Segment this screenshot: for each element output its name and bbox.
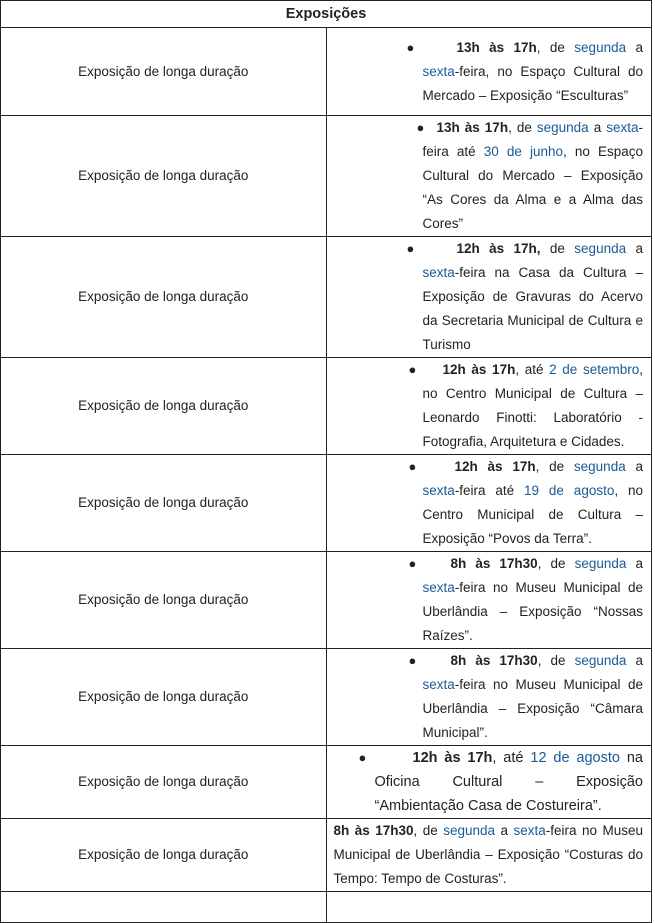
day-link[interactable]: segunda <box>536 120 589 135</box>
row-label: Exposição de longa duração <box>1 455 327 552</box>
day-link[interactable]: sexta <box>422 580 455 595</box>
bullet-icon: ● <box>406 241 415 256</box>
empty-cell <box>1 892 327 923</box>
row-label: Exposição de longa duração <box>1 746 327 819</box>
row-description: ● 8h às 17h30, de segunda a sexta-feira no Museu Municipal de Uberlândia – Exposição “Câmara Municipal”. <box>326 649 652 746</box>
bullet-icon: ● <box>406 39 415 55</box>
row-label: Exposição de longa duração <box>1 819 327 892</box>
time-range: 13h às 17h <box>436 120 509 135</box>
day-link[interactable]: segunda <box>573 459 626 474</box>
date-link[interactable]: 2 de setembro <box>549 362 640 377</box>
date-link[interactable]: 30 de junho <box>483 144 563 159</box>
day-link[interactable]: sexta <box>606 120 639 135</box>
time-range: 13h às 17h <box>456 39 537 55</box>
time-range: 12h às 17h <box>454 459 536 474</box>
row-label: Exposição de longa duração <box>1 28 327 116</box>
day-link[interactable]: segunda <box>443 823 496 838</box>
row-description: ● 12h às 17h, até 2 de setembro, no Centro Municipal de Cultura – Leonardo Finotti: Laboratório - Fotografia, Arquitetura e Cidades. <box>326 358 652 455</box>
day-link[interactable]: segunda <box>574 653 627 668</box>
date-link[interactable]: 19 de agosto <box>524 483 615 498</box>
bullet-icon: ● <box>416 120 425 135</box>
row-label: Exposição de longa duração <box>1 358 327 455</box>
day-link[interactable]: sexta <box>422 483 455 498</box>
date-link[interactable]: 12 de agosto <box>530 750 620 766</box>
day-link[interactable]: segunda <box>574 241 627 256</box>
table-header: Exposições <box>1 1 652 28</box>
bullet-icon: ● <box>408 653 417 668</box>
day-link[interactable]: segunda <box>574 39 627 55</box>
row-description: ● 13h às 17h, de segunda a sexta-feira até 30 de junho, no Espaço Cultural do Mercado – Exposição “As Cores da Alma e a Alma das Cores” <box>326 116 652 237</box>
row-description: ● 12h às 17h, de segunda a sexta-feira até 19 de agosto, no Centro Municipal de Cultura – Exposição “Povos da Terra”. <box>326 455 652 552</box>
time-range: 12h às 17h <box>442 362 516 377</box>
day-link[interactable]: sexta <box>422 265 455 280</box>
bullet-icon: ● <box>408 556 417 571</box>
bullet-icon: ● <box>408 459 417 474</box>
day-link[interactable]: sexta <box>422 63 455 79</box>
bullet-icon: ● <box>408 362 417 377</box>
day-link[interactable]: sexta <box>513 823 546 838</box>
row-description: ● 13h às 17h, de segunda a sexta-feira, no Espaço Cultural do Mercado – Exposição “Esculturas” <box>326 28 652 116</box>
row-description: ● 12h às 17h, de segunda a sexta-feira na Casa da Cultura – Exposição de Gravuras do Acervo da Secretaria Municipal de Cultura e Turismo <box>326 237 652 358</box>
time-range: 12h às 17h, <box>456 241 541 256</box>
row-description: ● 12h às 17h, até 12 de agosto na Oficina Cultural – Exposição “Ambientação Casa de Costureira”. <box>326 746 652 819</box>
time-range: 8h às 17h30 <box>333 823 414 838</box>
row-label: Exposição de longa duração <box>1 237 327 358</box>
day-link[interactable]: sexta <box>422 677 455 692</box>
row-description: 8h às 17h30, de segunda a sexta-feira no Museu Municipal de Uberlândia – Exposição “Costuras do Tempo: Tempo de Costuras”. <box>326 819 652 892</box>
time-range: 8h às 17h30 <box>450 556 538 571</box>
time-range: 12h às 17h <box>412 750 493 766</box>
row-label: Exposição de longa duração <box>1 649 327 746</box>
day-link[interactable]: segunda <box>574 556 627 571</box>
row-label: Exposição de longa duração <box>1 552 327 649</box>
row-label: Exposição de longa duração <box>1 116 327 237</box>
row-description: ● 8h às 17h30, de segunda a sexta-feira no Museu Municipal de Uberlândia – Exposição “Nossas Raízes”. <box>326 552 652 649</box>
time-range: 8h às 17h30 <box>450 653 538 668</box>
bullet-icon: ● <box>358 750 367 765</box>
empty-cell <box>326 892 652 923</box>
